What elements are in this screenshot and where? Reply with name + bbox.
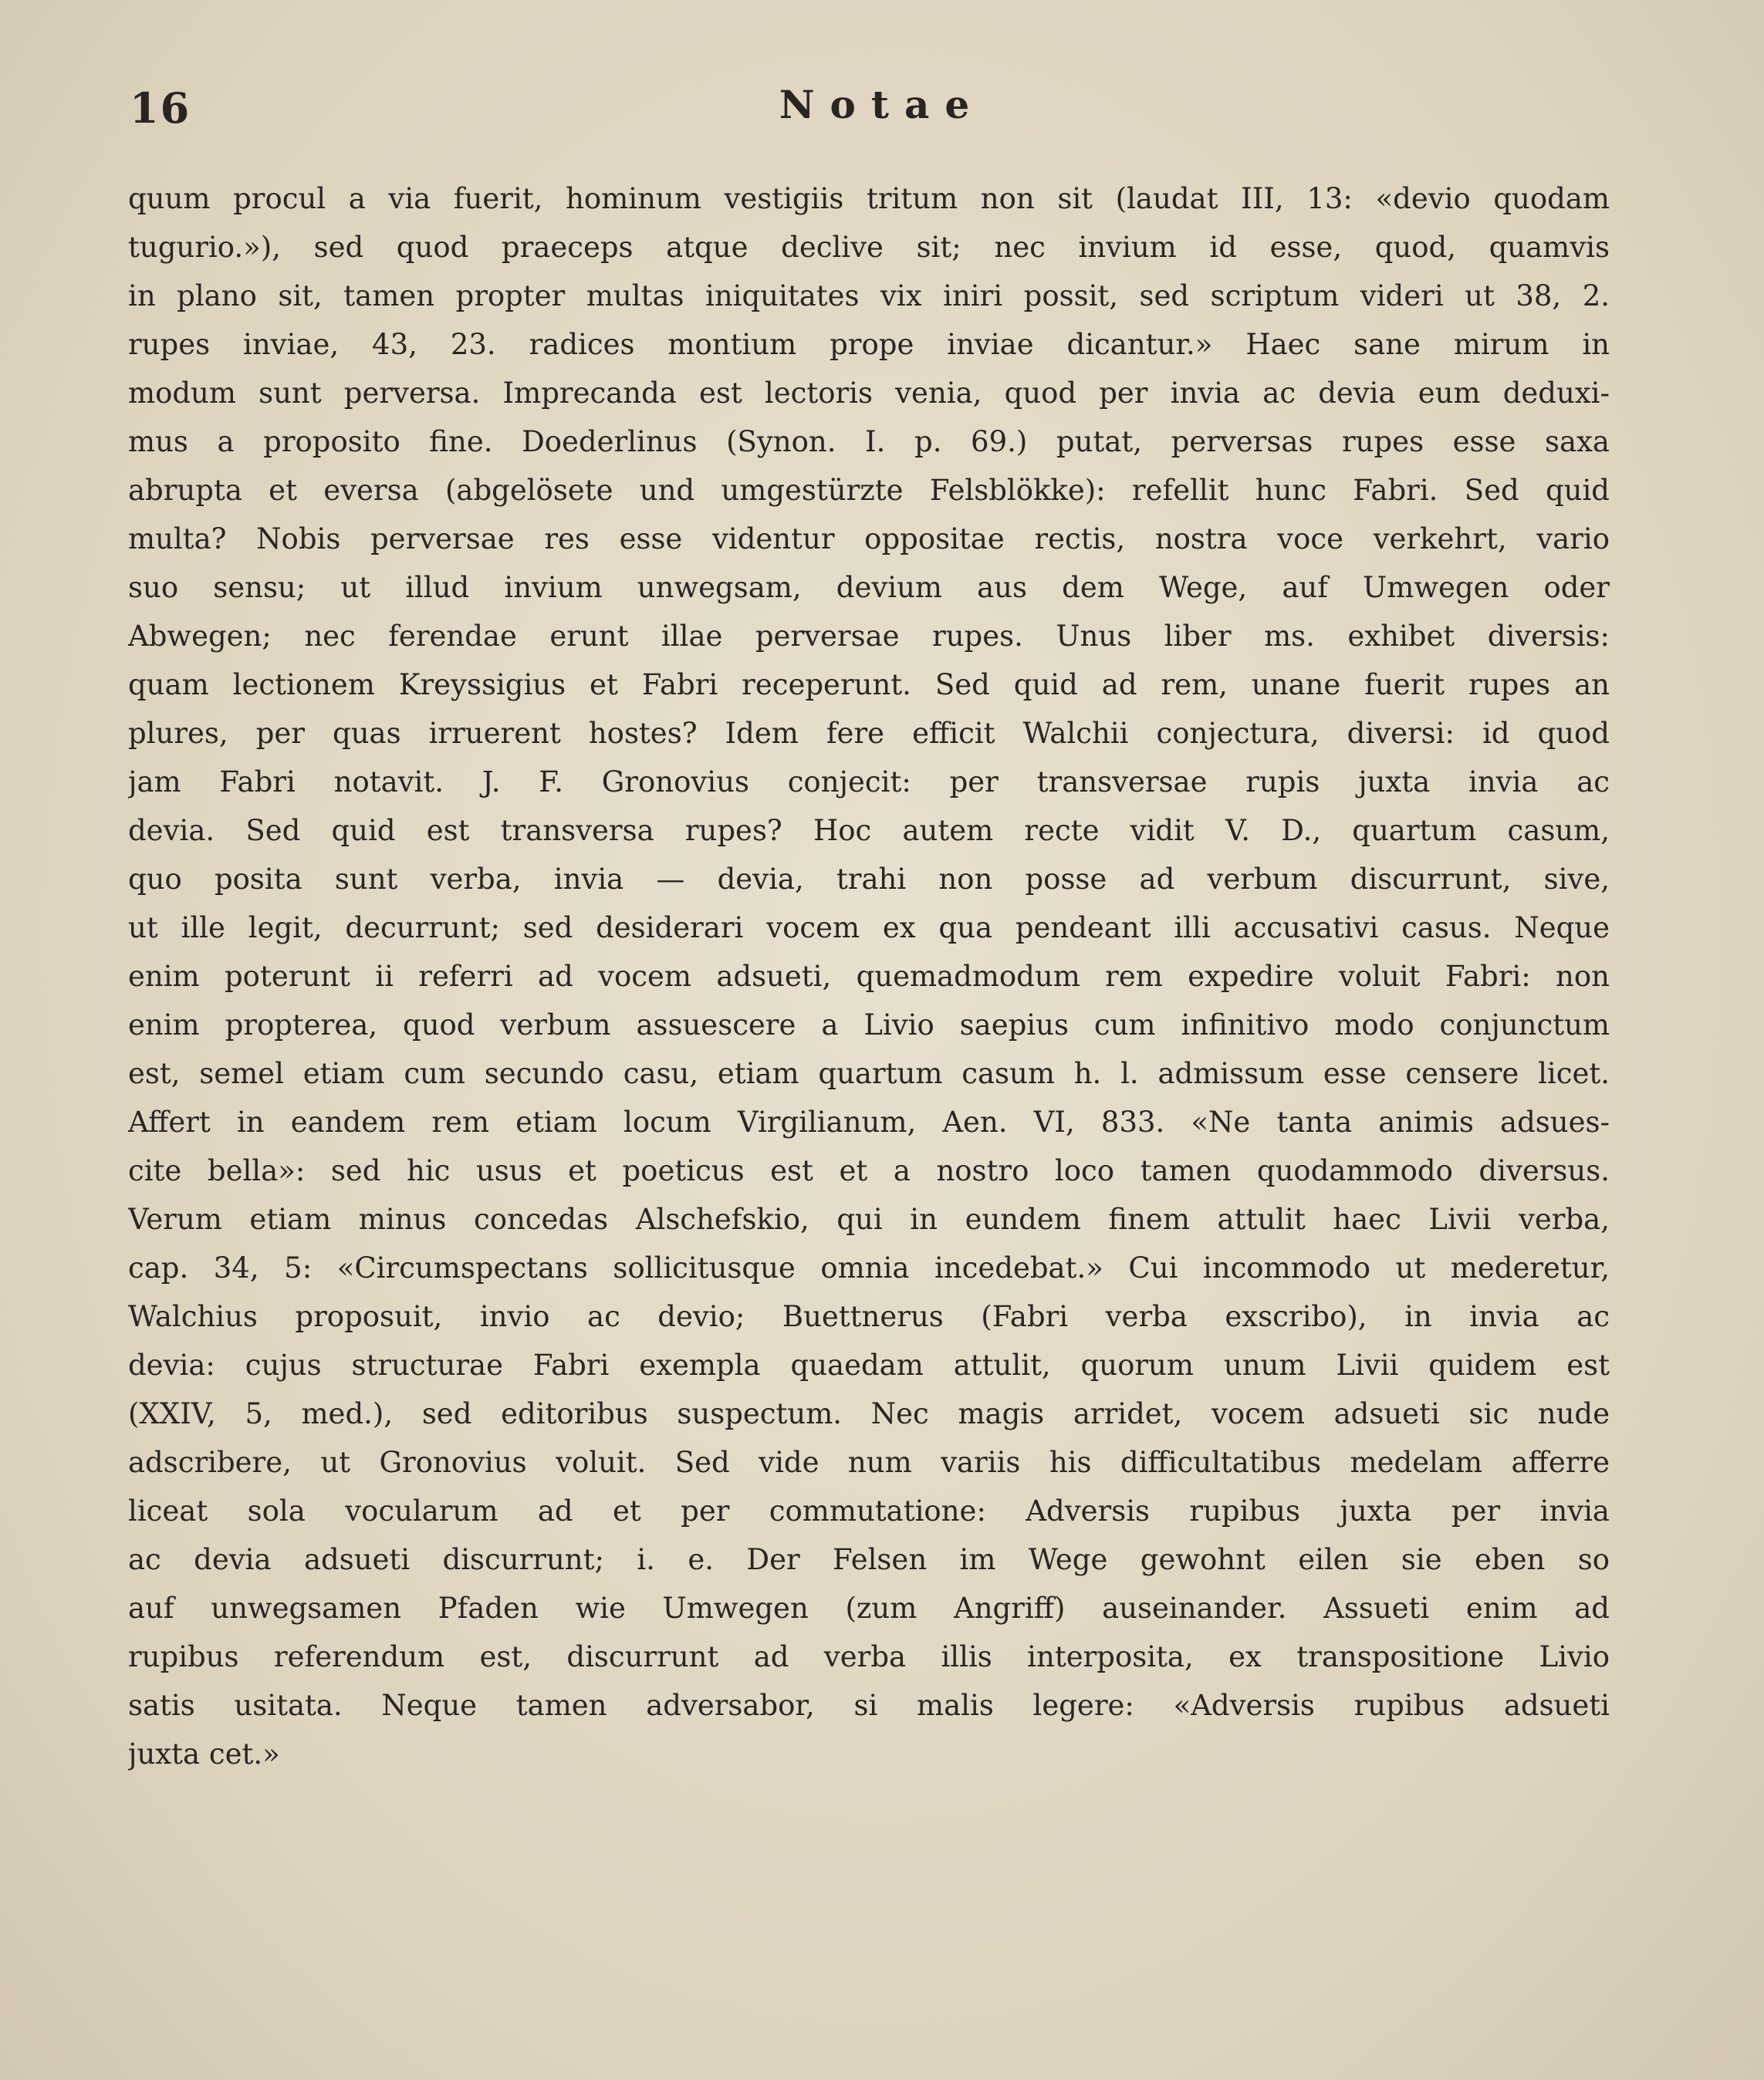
text-line: multa? Nobis perversae res esse videntur oppositae rectis, nostra voce verkehrt, vario	[128, 522, 1610, 555]
text-line: cite bella»: sed hic usus et poeticus est et a nostro loco tamen quodammodo diversus.	[128, 1154, 1610, 1187]
text-line: tugurio.»), sed quod praeceps atque declive sit; nec invium id esse, quod, quamvis	[128, 231, 1610, 264]
text-line: Verum etiam minus concedas Alschefskio, qui in eundem finem attulit haec Livii verba,	[128, 1203, 1610, 1236]
text-line: rupes inviae, 43, 23. radices montium prope inviae dicantur.» Haec sane mirum in	[128, 328, 1610, 361]
text-line: cap. 34, 5: «Circumspectans sollicitusque omnia incedebat.» Cui incommodo ut mederetur,	[128, 1251, 1610, 1285]
text-line: satis usitata. Neque tamen adversabor, si malis legere: «Adversis rupibus adsueti	[128, 1689, 1610, 1722]
body-text	[128, 174, 1610, 1778]
text-line: modum sunt perversa. Imprecanda est lectoris venia, quod per invia ac devia eum deduxi-	[128, 376, 1610, 410]
text-line: devia: cujus structurae Fabri exempla quaedam attulit, quorum unum Livii quidem est	[128, 1349, 1610, 1382]
text-line: in plano sit, tamen propter multas iniquitates vix iniri possit, sed scriptum videri ut 38, 2.	[128, 279, 1610, 312]
text-line: quam lectionem Kreyssigius et Fabri receperunt. Sed quid ad rem, unane fuerit rupes an	[128, 668, 1610, 701]
text-line: suo sensu; ut illud invium unwegsam, devium aus dem Wege, auf Umwegen oder	[128, 571, 1610, 604]
text-line: adscribere, ut Gronovius voluit. Sed vide num variis his difficultatibus medelam afferre	[128, 1446, 1610, 1479]
text-line: (XXIV, 5, med.), sed editoribus suspectum. Nec magis arridet, vocem adsueti sic nude	[128, 1397, 1610, 1430]
text-line: quum procul a via fuerit, hominum vestigiis tritum non sit (laudat III, 13: «devio quodam	[128, 182, 1610, 215]
text-line: Affert in eandem rem etiam locum Virgilianum, Aen. VI, 833. «Ne tanta animis adsues-	[128, 1106, 1610, 1139]
text-line: enim poterunt ii referri ad vocem adsueti, quemadmodum rem expedire voluit Fabri: non	[128, 960, 1610, 993]
page-number: 16	[130, 83, 191, 133]
text-line: liceat sola vocularum ad et per commutatione: Adversis rupibus juxta per invia	[128, 1494, 1610, 1528]
text-line: quo posita sunt verba, invia — devia, trahi non posse ad verbum discurrunt, sive,	[128, 863, 1610, 896]
text-line: rupibus referendum est, discurrunt ad verba illis interposita, ex transpositione Livio	[128, 1640, 1610, 1673]
text-line: plures, per quas irruerent hostes? Idem fere efficit Walchii conjectura, diversi: id quod	[128, 717, 1610, 750]
text-line: auf unwegsamen Pfaden wie Umwegen (zum Angriff) auseinander. Assueti enim ad	[128, 1592, 1610, 1625]
running-head: Notae	[779, 82, 985, 127]
text-line: ac devia adsueti discurrunt; i. e. Der Felsen im Wege gewohnt eilen sie eben so	[128, 1543, 1610, 1576]
text-line: juxta cet.»	[128, 1737, 280, 1771]
text-line: enim propterea, quod verbum assuescere a Livio saepius cum infinitivo modo conjunctum	[128, 1008, 1610, 1042]
text-line: Abwegen; nec ferendae erunt illae perversae rupes. Unus liber ms. exhibet diversis:	[128, 620, 1610, 653]
text-line: ut ille legit, decurrunt; sed desiderari vocem ex qua pendeant illi accusativi casus. Neque	[128, 911, 1610, 944]
text-line: mus a proposito fine. Doederlinus (Synon. I. p. 69.) putat, perversas rupes esse saxa	[128, 425, 1610, 458]
text-line: devia. Sed quid est transversa rupes? Hoc autem recte vidit V. D., quartum casum,	[128, 814, 1610, 847]
text-line: Walchius proposuit, invio ac devio; Buettnerus (Fabri verba exscribo), in invia ac	[128, 1300, 1610, 1333]
text-line: abrupta et eversa (abgelösete und umgestürzte Felsblökke): refellit hunc Fabri. Sed quid	[128, 474, 1610, 507]
text-line: est, semel etiam cum secundo casu, etiam quartum casum h. l. admissum esse censere licet.	[128, 1057, 1610, 1090]
text-line: jam Fabri notavit. J. F. Gronovius conjecit: per transversae rupis juxta invia ac	[128, 765, 1610, 799]
